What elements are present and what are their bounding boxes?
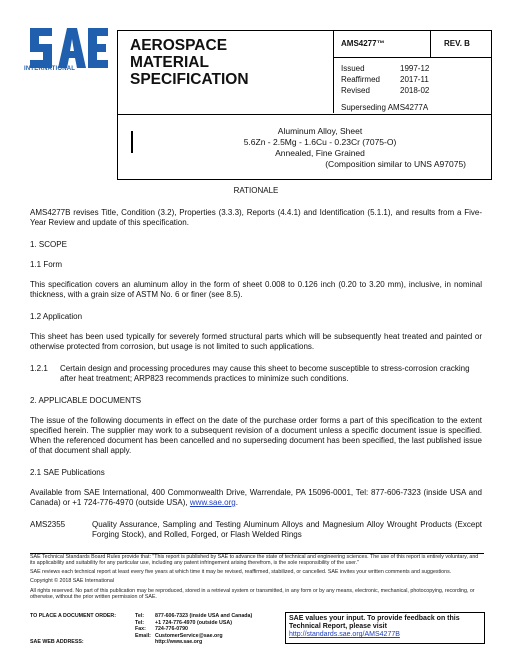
rationale-text: AMS4277B revises Title, Condition (3.2), Properties (3.3.3), Reports (4.4.1) and Identification (5.1.1), and results from a Five-Year Review and update of this specification.: [30, 208, 482, 227]
date-row: Revised 2018-02: [341, 86, 430, 95]
contact-website[interactable]: http://www.sae.org: [155, 639, 203, 645]
divider: [333, 30, 334, 113]
contact-phone: +1 724-776-4970 (outside USA): [155, 619, 232, 626]
contact-fax: 724-776-0790: [155, 626, 188, 632]
section-heading: 1.1 Form: [30, 260, 63, 269]
subsection: [30, 364, 482, 384]
superseding: Superseding AMS4277A: [341, 103, 429, 112]
doc-number: AMS4277™: [341, 39, 385, 48]
paragraph: Certain design and processing procedures may cause this sheet to become susceptible to stress-corrosion cracking after heat treatment; ARP823 recommends practices to minimize such conditions.: [60, 364, 470, 383]
paragraph: Available from SAE International, 400 Commonwealth Drive, Warrendale, PA 15096-0001, Tel: 877-606-7323 (inside USA and Canada) or +1 724-776-4970 (outside USA), www.sae.org.: [30, 488, 482, 507]
document-body: [30, 186, 482, 540]
subtitle-line: 5.6Zn - 2.5Mg - 1.6Cu - 0.23Cr (7075-O): [243, 137, 397, 147]
rights-notice: All rights reserved. No part of this publication may be reproduced, stored in a retrieval system or transmitted, in any form or by any means, electronic, mechanical, photocopying, recording, or otherwise, without the prior written permission of SAE.: [30, 587, 475, 601]
reference-item: [30, 520, 482, 540]
reference-title: Quality Assurance, Sampling and Testing Aluminum Alloys and Magnesium Alloy Wrought Products (Except Forging Stock), and Rolled, Forged, or Flash Welded Rings: [92, 520, 482, 539]
subtitle-line: Aluminum Alloy, Sheet: [277, 126, 363, 136]
document-title: [130, 37, 330, 88]
sae-address: Available from SAE International, 400 Commonwealth Drive, Warrendale, PA 15096-0001, Tel: 877-606-7323 (inside USA and Canada) or +1 724-776-4970 (outside USA),: [30, 488, 482, 507]
feedback-text: Technical Report, please visit: [289, 623, 387, 630]
section-heading: 1.2 Application: [30, 312, 83, 321]
copyright: Copyright © 2018 SAE International: [30, 578, 114, 585]
divider: [333, 57, 491, 58]
web-label: SAE WEB ADDRESS:: [30, 639, 84, 645]
material-description: [170, 126, 470, 170]
logo-subtitle: INTERNATIONAL: [24, 66, 76, 72]
date-row: Issued 1997-12: [341, 64, 430, 73]
revision-bar: [131, 131, 133, 153]
contact-email[interactable]: CustomerService@sae.org: [155, 632, 223, 639]
order-label: TO PLACE A DOCUMENT ORDER:: [30, 613, 117, 619]
contact-phone: 877-606-7323 (inside USA and Canada): [155, 613, 253, 619]
rationale-heading: RATIONALE: [233, 186, 279, 195]
footer: [30, 554, 484, 600]
feedback-text: SAE values your input. To provide feedback on this: [289, 615, 460, 622]
date-row: Reaffirmed 2017-11: [341, 75, 429, 84]
title-line-2: MATERIAL SPECIFICATION: [130, 54, 249, 88]
section-heading: 1. SCOPE: [30, 240, 67, 249]
sae-website-link[interactable]: www.sae.org: [189, 498, 236, 507]
reference-code: AMS2355: [30, 520, 66, 529]
footer-policy: SAE Technical Standards Board Rules provide that: "This report is published by SAE to advance the state of technical and engineering sciences. The use of this report is entirely voluntary, and its applicability and suitability for any particular use, including any patent infringement arising therefrom, is the sole responsibility of the user.": [30, 554, 479, 567]
subtitle-line: (Composition similar to UNS A97075): [325, 159, 466, 169]
subtitle-line: Annealed, Fine Grained: [275, 148, 365, 158]
date-table: [341, 63, 429, 113]
footer-policy: SAE reviews each technical report at least every five years at which time it may be revised, reaffirmed, stabilized, or cancelled. SAE invites your written comments and suggestions.: [30, 568, 452, 575]
feedback-box: [285, 612, 485, 644]
paragraph: This specification covers an aluminum alloy in the form of sheet 0.008 to 0.126 inch (0.20 to 3.20 mm), inclusive, in nominal thickness, with a grain size of ASTM No. 6 or finer (see 8.5).: [30, 280, 482, 299]
feedback-link[interactable]: http://standards.sae.org/AMS4277B: [289, 631, 400, 638]
section-heading: 2. APPLICABLE DOCUMENTS: [30, 396, 142, 405]
sae-logo: [22, 24, 108, 86]
revision-label: REV. B: [444, 39, 470, 48]
title-line-1: AEROSPACE: [130, 37, 228, 54]
section-heading: 2.1 SAE Publications: [30, 468, 105, 477]
section-number: 1.2.1: [30, 364, 48, 373]
paragraph: This sheet has been used typically for severely formed structural parts which will be subsequently heat treated and painted or otherwise protected from corrosion, but usage is not limited to such applications.: [30, 332, 482, 351]
paragraph: The issue of the following documents in effect on the date of the purchase order forms a part of this specification to the extent specified herein. The supplier may work to a subsequent revision of a document unless a specific document issue is specified. When the referenced document has been cancelled and no superseding document has been specified, the last published issue of that document shall apply.: [30, 416, 482, 455]
order-info: TO PLACE A DOCUMENT ORDER: Tel: 877-606-7323 (inside USA and Canada) Tel: +1 724-776-4970 (outside USA) Fax: 724-776-0790 Email: CustomerService@sae.org SAE WEB ADDRESS: http://www.sae.org: [30, 613, 253, 645]
divider: [430, 30, 431, 57]
